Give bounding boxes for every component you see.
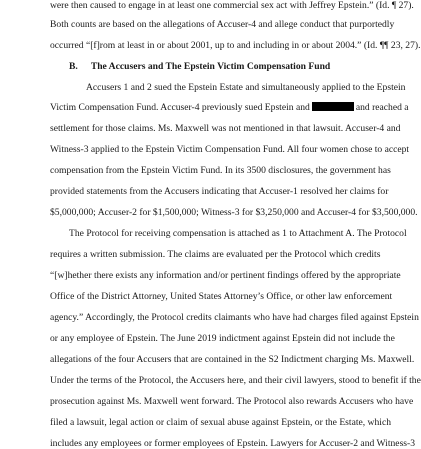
paragraph-line: $5,000,000; Accuser-2 for $1,500,000; Witness-3 for $3,250,000 and Accuser-4 for $3,500,000. <box>50 207 418 218</box>
paragraph-line: Both counts are based on the allegations of Accuser-4 and allege conduct that purportedly <box>50 19 395 30</box>
paragraph-line: occurred “[f]rom at least in or about 2001, up to and including in or about 2004.” (Id. ¶¶ 23, 27). <box>50 40 421 51</box>
paragraph-line: Under the terms of the Protocol, the Accusers here, and their civil lawyers, stood to benefit if the <box>50 375 421 386</box>
section-heading-letter: B. <box>69 61 78 72</box>
paragraph-line: agency.” Accordingly, the Protocol credits claimants who have had charges filed against Epstein <box>50 312 419 323</box>
paragraph-line: “[w]hether there exists any information and/or pertinent findings offered by the appropriate <box>50 270 401 281</box>
paragraph-line: prosecution against Ms. Maxwell went forward. The Protocol also rewards Accusers who have <box>50 396 414 407</box>
paragraph-line: The Protocol for receiving compensation is attached as 1 to Attachment A. The Protocol <box>69 228 407 239</box>
paragraph-line: filed a lawsuit, legal action or claim of sexual abuse against Epstein, or the Estate, which <box>50 417 392 428</box>
paragraph-line: or any employee of Epstein. The June 2019 indictment against Epstein did not include the <box>50 333 395 344</box>
paragraph-line: compensation from the Epstein Victim Fund. In its 3500 disclosures, the government has <box>50 165 391 176</box>
paragraph-line: settlement for those claims. Ms. Maxwell was not mentioned in that lawsuit. Accuser-4 and <box>50 123 401 134</box>
paragraph-line: provided statements from the Accusers indicating that Accuser-1 resolved her claims for <box>50 186 389 197</box>
line-text: Victim Compensation Fund. Accuser-4 previously sued Epstein and <box>50 102 310 113</box>
paragraph-line: were then caused to engage in at least one commercial sex act with Jeffrey Epstein.” (Id. ¶ 27). <box>50 0 414 11</box>
paragraph-line <box>50 102 409 113</box>
redaction-box <box>312 102 354 111</box>
section-heading-title: The Accusers and The Epstein Victim Compensation Fund <box>90 61 331 72</box>
paragraph-line: Office of the District Attorney, United States Attorney’s Office, or other law enforcement <box>50 291 393 302</box>
paragraph-line: includes any employees or former employees of Epstein. Lawyers for Accuser-2 and Witness-3 <box>50 438 416 449</box>
section-heading <box>69 61 330 72</box>
paragraph-line: allegations of the four Accusers that are contained in the S2 Indictment charging Ms. Maxwell. <box>50 354 415 365</box>
paragraph-line: requires a written submission. The claims are evaluated per the Protocol which credits <box>50 249 381 260</box>
line-text: and reached a <box>355 102 409 113</box>
paragraph-line: Witness-3 applied to the Epstein Victim Compensation Fund. All four women chose to accept <box>50 144 410 155</box>
paragraph-line: Accusers 1 and 2 sued the Epstein Estate and simultaneously applied to the Epstein <box>86 82 406 93</box>
